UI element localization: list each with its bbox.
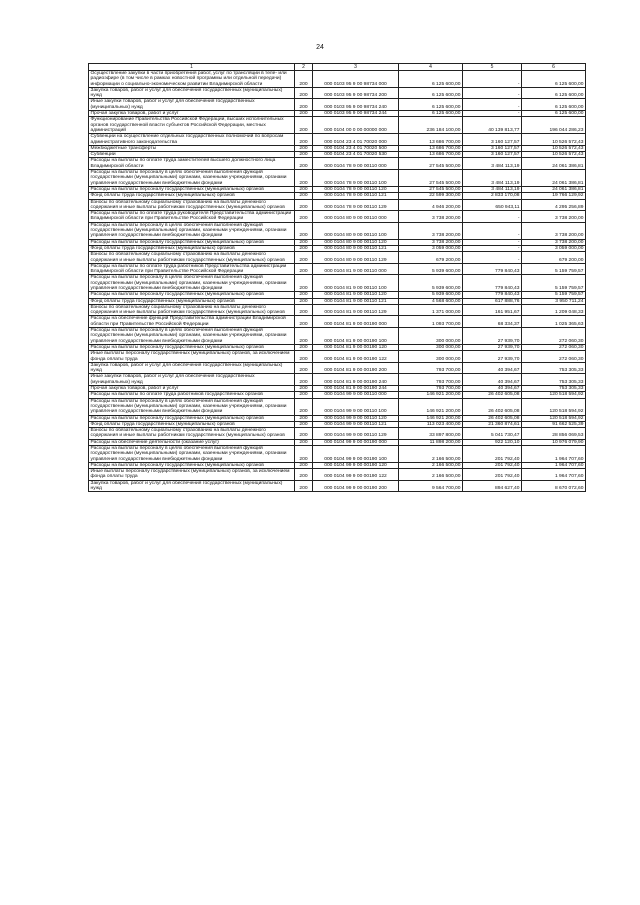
remaining-amount: 272 060,30 — [522, 328, 586, 345]
row-name: Расходы на выплаты по оплате труда работников государственных органов — [89, 392, 295, 398]
admin-code: 200 — [295, 328, 313, 345]
row-name: Иные выплаты персоналу государственных (муниципальных) органов, за исключением фонда оплаты труда — [89, 351, 295, 363]
executed-amount: - — [463, 245, 522, 251]
table-row — [89, 480, 586, 492]
admin-code: 200 — [295, 199, 313, 211]
remaining-amount: 24 061 386,81 — [522, 158, 586, 170]
admin-code: 200 — [295, 480, 313, 492]
executed-amount: 201 792,40 — [463, 462, 522, 468]
budget-classification-code: 000 0104 81 9 00 00190 122 — [313, 351, 399, 363]
admin-code: 200 — [295, 392, 313, 398]
budget-classification-code: 000 0104 78 9 00 00110 100 — [313, 170, 399, 187]
budget-classification-code: 000 0104 78 9 00 00110 120 — [313, 186, 399, 192]
column-number: 4 — [399, 64, 463, 71]
admin-code: 200 — [295, 344, 313, 350]
remaining-amount: 272 060,30 — [522, 344, 586, 350]
admin-code: 200 — [295, 99, 313, 111]
budget-classification-code: 000 0104 80 9 00 00110 121 — [313, 245, 399, 251]
executed-amount: 779 840,43 — [463, 292, 522, 298]
budget-classification-code: 000 0104 81 9 00 00110 100 — [313, 275, 399, 292]
table-row — [89, 421, 586, 427]
executed-amount: 894 627,40 — [463, 480, 522, 492]
remaining-amount: 1 964 707,60 — [522, 469, 586, 481]
budget-classification-code: 000 0104 81 9 00 00110 121 — [313, 298, 399, 304]
table-row — [89, 439, 586, 445]
admin-code: 200 — [295, 362, 313, 374]
row-name: Фонд оплаты труда государственных (муниципальных) органов — [89, 421, 295, 427]
remaining-amount: 6 125 600,00 — [522, 111, 586, 117]
budget-classification-code: 000 0104 99 9 00 00110 100 — [313, 398, 399, 415]
budget-classification-code: 000 0104 99 9 00 00110 120 — [313, 415, 399, 421]
remaining-amount: 1 964 707,60 — [522, 446, 586, 463]
table-row — [89, 186, 586, 192]
remaining-amount: 19 766 129,92 — [522, 193, 586, 199]
table-row — [89, 134, 586, 146]
row-name: Фонд оплаты труда государственных (муниципальных) органов — [89, 298, 295, 304]
budget-classification-code: 000 0104 99 9 00 00190 120 — [313, 462, 399, 468]
budget-classification-code: 000 0104 81 9 00 00110 129 — [313, 304, 399, 316]
approved-amount: 13 686 700,00 — [399, 145, 463, 151]
approved-amount: 4 568 600,00 — [399, 298, 463, 304]
approved-amount: 5 939 600,00 — [399, 275, 463, 292]
budget-classification-code: 000 0104 78 9 00 00110 000 — [313, 158, 399, 170]
approved-amount: 6 125 600,00 — [399, 99, 463, 111]
budget-classification-code: 000 0104 80 9 00 00110 000 — [313, 211, 399, 223]
table-row — [89, 292, 586, 298]
table-row — [89, 222, 586, 239]
table-row — [89, 415, 586, 421]
executed-amount: 3 160 127,57 — [463, 145, 522, 151]
budget-classification-code: 000 0103 95 9 00 98734 000 — [313, 71, 399, 88]
executed-amount: 21 360 874,61 — [463, 421, 522, 427]
remaining-amount: 196 044 286,23 — [522, 117, 586, 134]
executed-amount: - — [463, 71, 522, 88]
remaining-amount: 1 964 707,60 — [522, 462, 586, 468]
row-name: Субвенции на осуществление отдельных государственных полномочий по вопросам административного законодательства — [89, 134, 295, 146]
row-name: Расходы на выплаты персоналу в целях обеспечения выполнения функций государственными (муниципальными) органами, казенными учреждениями, органами управления государственными внебюджетными фондами — [89, 275, 295, 292]
row-name: Расходы на обеспечение функций Представительства администрации Владимирской области при Правительстве Российской Федерации — [89, 316, 295, 328]
table-row — [89, 374, 586, 386]
remaining-amount: 6 125 600,00 — [522, 71, 586, 88]
admin-code: 200 — [295, 469, 313, 481]
approved-amount: 13 686 700,00 — [399, 152, 463, 158]
remaining-amount: 24 061 386,81 — [522, 186, 586, 192]
remaining-amount: 5 159 759,57 — [522, 263, 586, 275]
remaining-amount: 91 662 525,39 — [522, 421, 586, 427]
executed-amount: 161 951,67 — [463, 304, 522, 316]
row-name: Расходы на выплаты персоналу государственных (муниципальных) органов — [89, 186, 295, 192]
column-number: 6 — [522, 64, 586, 71]
budget-classification-code: 000 0104 81 9 00 00190 100 — [313, 328, 399, 345]
row-name: Прочая закупка товаров, работ и услуг — [89, 111, 295, 117]
approved-amount: 5 939 600,00 — [399, 263, 463, 275]
row-name: Расходы на выплаты персоналу государственных (муниципальных) органов — [89, 415, 295, 421]
table-row — [89, 99, 586, 111]
remaining-amount: 10 526 572,43 — [522, 152, 586, 158]
executed-amount: 40 394,67 — [463, 374, 522, 386]
budget-table — [88, 63, 586, 492]
row-name: Фонд оплаты труда государственных (муниципальных) органов — [89, 245, 295, 251]
approved-amount: 22 599 300,00 — [399, 193, 463, 199]
executed-amount: 617 888,76 — [463, 298, 522, 304]
approved-amount: 113 023 400,00 — [399, 421, 463, 427]
table-row — [89, 87, 586, 99]
row-name: Расходы на выплаты персоналу в целях обеспечения выполнения функций государственными (муниципальными) органами, казенными учреждениями, органами управления государственными внебюджетными фондами — [89, 170, 295, 187]
row-name: Функционирование Правительства Российской Федерации, высших исполнительных органов государственной власти субъектов Российской Федерации, местных администраций — [89, 117, 295, 134]
row-name: Расходы на выплаты персоналу в целях обеспечения выполнения функций государственными (муниципальными) органами, казенными учреждениями, органами управления государственными внебюджетными фондами — [89, 398, 295, 415]
approved-amount: 300 000,00 — [399, 351, 463, 363]
remaining-amount: 24 061 386,81 — [522, 170, 586, 187]
approved-amount: 3 738 200,00 — [399, 211, 463, 223]
admin-code: 200 — [295, 158, 313, 170]
admin-code: 200 — [295, 87, 313, 99]
admin-code: 200 — [295, 298, 313, 304]
executed-amount: 40 394,67 — [463, 362, 522, 374]
budget-classification-code: 000 0104 99 9 00 00110 121 — [313, 421, 399, 427]
approved-amount: 13 686 700,00 — [399, 134, 463, 146]
row-name: Закупка товаров, работ и услуг для обеспечения государственных (муниципальных) нужд — [89, 362, 295, 374]
executed-amount: 3 484 113,19 — [463, 158, 522, 170]
table-row — [89, 199, 586, 211]
admin-code: 200 — [295, 263, 313, 275]
admin-code: 200 — [295, 292, 313, 298]
remaining-amount: 753 305,33 — [522, 362, 586, 374]
admin-code: 200 — [295, 211, 313, 223]
row-name: Осуществление закупки в части приобретения работ, услуг по трансляции в теле- или радиоэфире (в том числе в рамках новостной программы или отдельной передачи) информации о социально-экономическом развитии Владимирской области — [89, 71, 295, 88]
admin-code: 200 — [295, 374, 313, 386]
row-name: Расходы на выплаты персоналу в целях обеспечения выполнения функций государственными (муниципальными) органами, казенными учреждениями, органами управления государственными внебюджетными фондами — [89, 328, 295, 345]
table-row — [89, 344, 586, 350]
approved-amount: 2 166 500,00 — [399, 469, 463, 481]
admin-code: 200 — [295, 415, 313, 421]
budget-classification-code: 000 0104 78 9 00 00110 129 — [313, 199, 399, 211]
approved-amount: 146 921 200,00 — [399, 392, 463, 398]
table-row — [89, 170, 586, 187]
row-name: Закупка товаров, работ и услуг для обеспечения государственных (муниципальных) нужд — [89, 87, 295, 99]
budget-classification-code: 000 0104 81 9 00 00190 000 — [313, 316, 399, 328]
budget-classification-code: 000 0104 99 9 00 00190 000 — [313, 439, 399, 445]
table-row — [89, 117, 586, 134]
row-name: Иные выплаты персоналу государственных (муниципальных) органов, за исключением фонда оплаты труда — [89, 469, 295, 481]
budget-classification-code: 000 0104 78 9 00 00110 121 — [313, 193, 399, 199]
budget-classification-code: 000 0104 80 9 00 00110 120 — [313, 239, 399, 245]
column-number: 1 — [89, 64, 295, 71]
table-row — [89, 469, 586, 481]
table-row — [89, 351, 586, 363]
admin-code: 200 — [295, 134, 313, 146]
column-number: 3 — [313, 64, 399, 71]
admin-code: 200 — [295, 239, 313, 245]
table-row — [89, 252, 586, 264]
row-name: Взносы по обязательному социальному страхованию на выплаты денежного содержания и иные выплаты работникам государственных (муниципальных) органов — [89, 428, 295, 440]
row-name: Иные закупки товаров, работ и услуг для обеспечения государственных (муниципальных) нужд — [89, 99, 295, 111]
executed-amount: - — [463, 87, 522, 99]
admin-code: 200 — [295, 186, 313, 192]
approved-amount: 2 166 500,00 — [399, 446, 463, 463]
table-row — [89, 275, 586, 292]
budget-classification-code: 000 0104 23 4 01 70020 500 — [313, 145, 399, 151]
admin-code: 200 — [295, 117, 313, 134]
approved-amount: 1 371 000,00 — [399, 304, 463, 316]
remaining-amount: 120 518 594,92 — [522, 392, 586, 398]
column-number-row — [89, 64, 586, 71]
row-name: Расходы на выплаты персоналу государственных (муниципальных) органов — [89, 344, 295, 350]
budget-classification-code: 000 0104 99 9 00 00110 129 — [313, 428, 399, 440]
executed-amount: 650 943,11 — [463, 199, 522, 211]
admin-code: 200 — [295, 145, 313, 151]
budget-classification-code: 000 0104 00 0 00 00000 000 — [313, 117, 399, 134]
executed-amount: 26 402 605,08 — [463, 415, 522, 421]
executed-amount: - — [463, 211, 522, 223]
budget-classification-code: 000 0104 99 9 00 00190 200 — [313, 480, 399, 492]
admin-code: 200 — [295, 316, 313, 328]
executed-amount: 26 402 605,08 — [463, 398, 522, 415]
table-row — [89, 462, 586, 468]
executed-amount: 5 041 730,47 — [463, 428, 522, 440]
remaining-amount: 120 518 594,92 — [522, 415, 586, 421]
row-name: Взносы по обязательному социальному страхованию на выплаты денежного содержания и иные выплаты работникам государственных (муниципальных) органов — [89, 199, 295, 211]
budget-classification-code: 000 0103 95 9 00 98734 200 — [313, 87, 399, 99]
row-name: Субвенции — [89, 152, 295, 158]
budget-classification-code: 000 0104 81 9 00 00190 120 — [313, 344, 399, 350]
approved-amount: 793 700,00 — [399, 374, 463, 386]
table-row — [89, 392, 586, 398]
approved-amount: 27 545 500,00 — [399, 186, 463, 192]
budget-classification-code: 000 0104 81 9 00 00190 200 — [313, 362, 399, 374]
approved-amount: 236 184 100,00 — [399, 117, 463, 134]
executed-amount: 27 939,70 — [463, 328, 522, 345]
executed-amount: - — [463, 252, 522, 264]
row-name: Расходы на выплаты по оплате труда руководителя Представительства администрации Владимирской области при Правительстве Российской Федерации — [89, 211, 295, 223]
executed-amount: 3 160 127,57 — [463, 152, 522, 158]
row-name: Фонд оплаты труда государственных (муниципальных) органов — [89, 193, 295, 199]
approved-amount: 6 125 600,00 — [399, 71, 463, 88]
table-row — [89, 398, 586, 415]
executed-amount: - — [463, 99, 522, 111]
remaining-amount: 5 159 759,57 — [522, 292, 586, 298]
admin-code: 200 — [295, 421, 313, 427]
admin-code: 200 — [295, 439, 313, 445]
column-number: 2 — [295, 64, 313, 71]
approved-amount: 3 738 200,00 — [399, 222, 463, 239]
table-row — [89, 328, 586, 345]
remaining-amount: 272 060,30 — [522, 351, 586, 363]
admin-code: 200 — [295, 386, 313, 392]
column-number: 5 — [463, 64, 522, 71]
budget-classification-code: 000 0103 95 9 00 98734 240 — [313, 99, 399, 111]
remaining-amount: 6 125 600,00 — [522, 87, 586, 99]
remaining-amount: 28 856 069,53 — [522, 428, 586, 440]
budget-classification-code: 000 0104 23 4 01 70020 530 — [313, 152, 399, 158]
admin-code: 200 — [295, 304, 313, 316]
admin-code: 200 — [295, 193, 313, 199]
row-name: Расходы на выплаты персоналу государственных (муниципальных) органов — [89, 239, 295, 245]
approved-amount: 146 921 200,00 — [399, 415, 463, 421]
budget-classification-code: 000 0104 23 4 01 70020 000 — [313, 134, 399, 146]
budget-classification-code: 000 0104 80 9 00 00110 100 — [313, 222, 399, 239]
executed-amount: 201 792,40 — [463, 469, 522, 481]
approved-amount: 27 545 500,00 — [399, 158, 463, 170]
page-number: 24 — [316, 44, 324, 51]
table-row — [89, 316, 586, 328]
admin-code: 200 — [295, 462, 313, 468]
table-row — [89, 386, 586, 392]
table-row — [89, 71, 586, 88]
executed-amount: 40 139 813,77 — [463, 117, 522, 134]
budget-classification-code: 000 0104 81 9 00 00190 244 — [313, 386, 399, 392]
remaining-amount: 753 305,33 — [522, 386, 586, 392]
approved-amount: 9 564 700,00 — [399, 480, 463, 492]
approved-amount: 300 000,00 — [399, 328, 463, 345]
budget-classification-code: 000 0104 80 9 00 00110 129 — [313, 252, 399, 264]
remaining-amount: 4 295 256,89 — [522, 199, 586, 211]
admin-code: 200 — [295, 275, 313, 292]
row-name: Расходы на выплаты персоналу в целях обеспечения выполнения функций государственными (муниципальными) органами, казенными учреждениями, органами управления государственными внебюджетными фондами — [89, 446, 295, 463]
remaining-amount: 10 526 572,43 — [522, 134, 586, 146]
admin-code: 200 — [295, 152, 313, 158]
row-name: Расходы на выплаты персоналу государственных (муниципальных) органов — [89, 462, 295, 468]
table-row — [89, 263, 586, 275]
row-name: Взносы по обязательному социальному страхованию на выплаты денежного содержания и иные выплаты работникам государственных (муниципальных) органов — [89, 252, 295, 264]
approved-amount: 3 059 000,00 — [399, 245, 463, 251]
executed-amount: - — [463, 239, 522, 245]
table-row — [89, 193, 586, 199]
executed-amount: - — [463, 222, 522, 239]
approved-amount: 679 200,00 — [399, 252, 463, 264]
table-row — [89, 446, 586, 463]
table-row — [89, 428, 586, 440]
approved-amount: 33 897 800,00 — [399, 428, 463, 440]
budget-classification-code: 000 0104 99 9 00 00190 100 — [313, 446, 399, 463]
approved-amount: 2 166 500,00 — [399, 462, 463, 468]
approved-amount: 793 700,00 — [399, 386, 463, 392]
row-name: Расходы на выплаты по оплате труда работников Представительства администрации Владимирской области при Правительстве Российской Федерации — [89, 263, 295, 275]
row-name: Расходы на обеспечение деятельности (оказание услуг) — [89, 439, 295, 445]
budget-classification-code: 000 0104 99 9 00 00190 122 — [313, 469, 399, 481]
admin-code: 200 — [295, 170, 313, 187]
admin-code: 200 — [295, 111, 313, 117]
executed-amount: 779 840,43 — [463, 263, 522, 275]
approved-amount: 6 125 600,00 — [399, 87, 463, 99]
table-row — [89, 211, 586, 223]
admin-code: 200 — [295, 398, 313, 415]
table-row — [89, 298, 586, 304]
admin-code: 200 — [295, 428, 313, 440]
remaining-amount: 753 305,33 — [522, 374, 586, 386]
approved-amount: 5 939 600,00 — [399, 292, 463, 298]
remaining-amount: 3 738 200,00 — [522, 211, 586, 223]
admin-code: 200 — [295, 446, 313, 463]
remaining-amount: 10 526 572,43 — [522, 145, 586, 151]
approved-amount: 146 921 200,00 — [399, 398, 463, 415]
row-name: Закупка товаров, работ и услуг для обеспечения государственных (муниципальных) нужд — [89, 480, 295, 492]
budget-classification-code: 000 0104 99 9 00 00110 000 — [313, 392, 399, 398]
admin-code: 200 — [295, 351, 313, 363]
executed-amount: - — [463, 111, 522, 117]
row-name: Расходы на выплаты по оплате труда заместителей высшего должностного лица Владимирской области — [89, 158, 295, 170]
remaining-amount: 3 738 200,00 — [522, 222, 586, 239]
admin-code: 200 — [295, 245, 313, 251]
row-name: Прочая закупка товаров, работ и услуг — [89, 386, 295, 392]
executed-amount: 779 840,43 — [463, 275, 522, 292]
approved-amount: 4 946 200,00 — [399, 199, 463, 211]
executed-amount: 40 394,67 — [463, 386, 522, 392]
table-row — [89, 158, 586, 170]
executed-amount: 27 939,70 — [463, 351, 522, 363]
executed-amount: 2 833 170,08 — [463, 193, 522, 199]
remaining-amount: 3 059 000,00 — [522, 245, 586, 251]
table-row — [89, 304, 586, 316]
remaining-amount: 3 738 200,00 — [522, 239, 586, 245]
admin-code: 200 — [295, 71, 313, 88]
remaining-amount: 6 125 600,00 — [522, 99, 586, 111]
row-name: Взносы по обязательному социальному страхованию на выплаты денежного содержания и иные выплаты работникам государственных (муниципальных) органов — [89, 304, 295, 316]
row-name: Расходы на выплаты персоналу в целях обеспечения выполнения функций государственными (муниципальными) органами, казенными учреждениями, органами управления государственными внебюджетными фондами — [89, 222, 295, 239]
approved-amount: 793 700,00 — [399, 362, 463, 374]
executed-amount: 922 120,10 — [463, 439, 522, 445]
admin-code: 200 — [295, 252, 313, 264]
executed-amount: 201 792,40 — [463, 446, 522, 463]
approved-amount: 6 125 600,00 — [399, 111, 463, 117]
admin-code: 200 — [295, 222, 313, 239]
budget-classification-code: 000 0104 81 9 00 00190 240 — [313, 374, 399, 386]
table-row — [89, 362, 586, 374]
remaining-amount: 1 025 365,63 — [522, 316, 586, 328]
remaining-amount: 3 950 711,24 — [522, 298, 586, 304]
executed-amount: 26 402 605,08 — [463, 392, 522, 398]
executed-amount: 3 160 127,57 — [463, 134, 522, 146]
budget-classification-code: 000 0104 81 9 00 00110 120 — [313, 292, 399, 298]
row-name: Межбюджетные трансферты — [89, 145, 295, 151]
approved-amount: 300 000,00 — [399, 344, 463, 350]
table-body — [89, 71, 586, 492]
remaining-amount: 5 159 759,57 — [522, 275, 586, 292]
approved-amount: 3 738 200,00 — [399, 239, 463, 245]
row-name: Расходы на выплаты персоналу государственных (муниципальных) органов — [89, 292, 295, 298]
approved-amount: 27 545 500,00 — [399, 170, 463, 187]
remaining-amount: 10 976 079,90 — [522, 439, 586, 445]
row-name: Иные закупки товаров, работ и услуг для обеспечения государственных (муниципальных) нужд — [89, 374, 295, 386]
approved-amount: 1 093 700,00 — [399, 316, 463, 328]
approved-amount: 11 898 200,00 — [399, 439, 463, 445]
budget-classification-code: 000 0104 81 9 00 00110 000 — [313, 263, 399, 275]
remaining-amount: 679 200,00 — [522, 252, 586, 264]
remaining-amount: 120 518 594,92 — [522, 398, 586, 415]
remaining-amount: 1 209 048,33 — [522, 304, 586, 316]
executed-amount: 27 939,70 — [463, 344, 522, 350]
budget-classification-code: 000 0103 95 9 00 98734 244 — [313, 111, 399, 117]
executed-amount: 68 334,37 — [463, 316, 522, 328]
executed-amount: 3 484 113,19 — [463, 186, 522, 192]
remaining-amount: 8 670 072,60 — [522, 480, 586, 492]
executed-amount: 3 484 113,19 — [463, 170, 522, 187]
